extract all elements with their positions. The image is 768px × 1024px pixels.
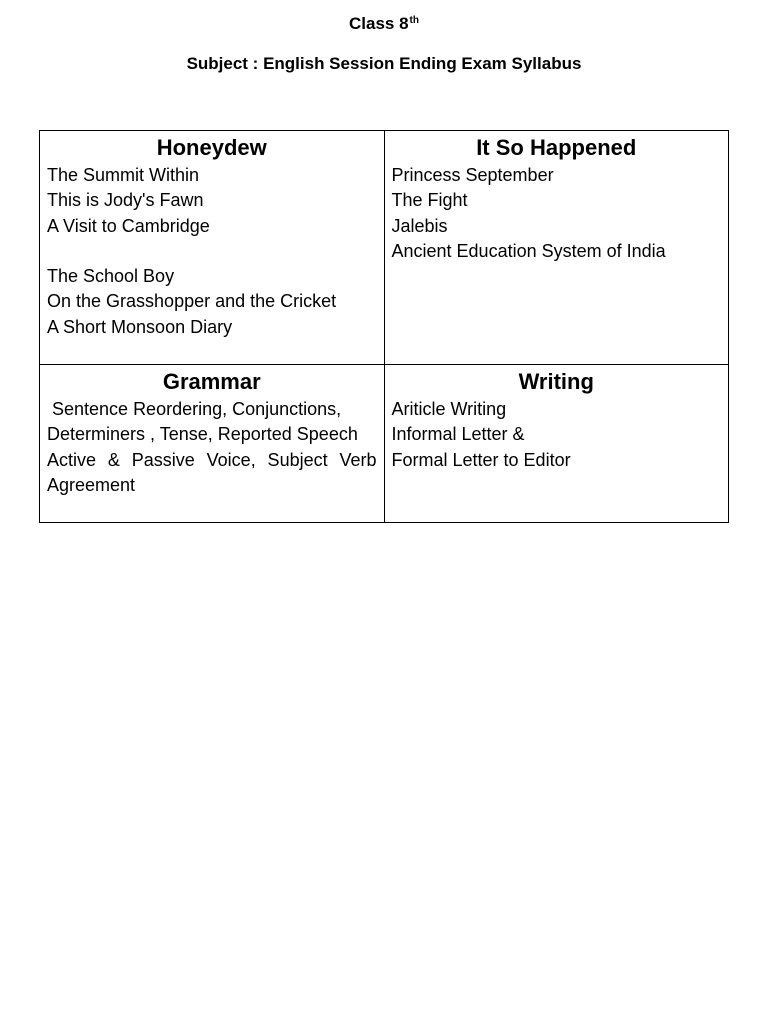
class-title — [0, 12, 768, 36]
it-so-happened-heading: It So Happened — [476, 135, 637, 160]
table-row — [40, 365, 729, 523]
grammar-heading: Grammar — [162, 369, 261, 394]
grammar-line: Determiners , Tense, Reported Speech — [47, 424, 358, 445]
grammar-cell — [40, 365, 385, 523]
honeydew-cell — [40, 131, 385, 365]
list-item: This is Jody's Fawn — [47, 190, 204, 211]
list-item: The Summit Within — [47, 165, 200, 185]
it-so-happened-cell — [384, 131, 729, 365]
list-item: Jalebis — [391, 215, 448, 236]
grammar-topics — [47, 397, 377, 498]
list-item: On the Grasshopper and the Cricket — [47, 291, 337, 312]
it-so-happened-list — [392, 163, 722, 264]
list-item: A Short Monsoon Diary — [47, 316, 233, 337]
list-item: A Visit to Cambridge — [47, 215, 210, 236]
list-spacer — [47, 239, 377, 264]
list-item: Ariticle Writing — [391, 399, 507, 419]
writing-heading: Writing — [518, 369, 594, 394]
list-item: Princess September — [391, 165, 554, 185]
list-item: Informal Letter & — [391, 424, 525, 445]
list-item: The School Boy — [47, 266, 175, 287]
grammar-line: Sentence Reordering, Conjunctions, — [47, 399, 342, 419]
honeydew-list — [47, 163, 377, 340]
honeydew-heading: Honeydew — [156, 135, 267, 160]
grammar-line: Agreement — [47, 474, 136, 495]
writing-cell — [384, 365, 729, 523]
syllabus-table — [39, 130, 729, 523]
table-row — [40, 131, 729, 365]
list-item: Ancient Education System of India — [391, 240, 666, 261]
writing-list — [392, 397, 722, 473]
grammar-line: Active & Passive Voice, Subject Verb — [47, 449, 377, 470]
list-item: Formal Letter to Editor — [391, 449, 571, 470]
subject-title: Subject : English Session Ending Exam Syllabus — [186, 54, 582, 73]
class-label: Class 8 — [349, 14, 409, 33]
list-item: The Fight — [391, 190, 468, 211]
class-ordinal-suffix: th — [409, 15, 419, 26]
